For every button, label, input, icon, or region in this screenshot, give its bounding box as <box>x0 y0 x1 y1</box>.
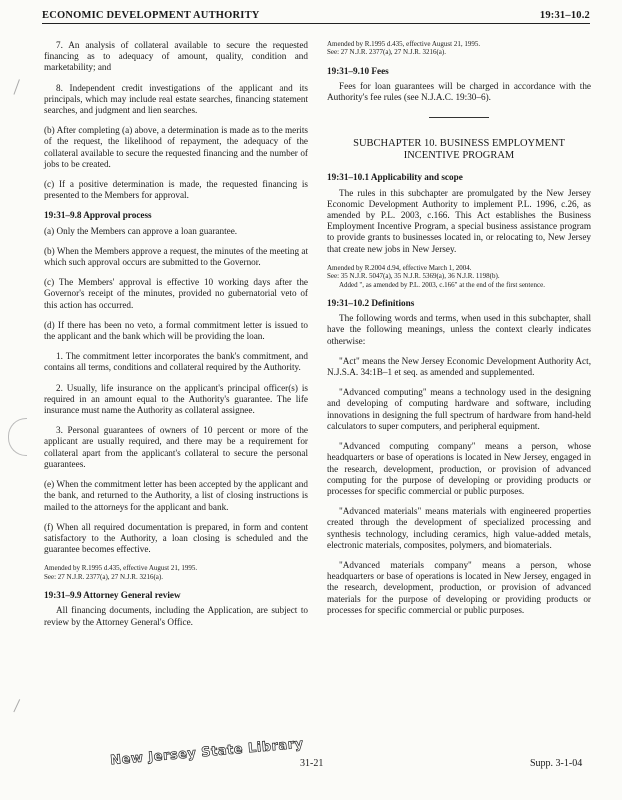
paragraph: (d) If there has been no veto, a formal commitment letter is issued to the applicant and the bank which will be providing the loan. <box>44 319 308 342</box>
paragraph: (c) If a positive determination is made, the requested financing is presented to the Members for approval. <box>44 179 308 201</box>
header-title: ECONOMIC DEVELOPMENT AUTHORITY <box>42 10 260 21</box>
history-note <box>327 264 591 289</box>
divider <box>429 117 489 118</box>
definition: "Advanced materials company" means a person, whose headquarters or base of operations is located in New Jersey, engaged in the research, development, production, or provision of advanced materials for the purpose of developing or providing products or processes for specific commercial or public purposes. <box>327 559 591 615</box>
note-line: Amended by R.1995 d.435, effective August 21, 1995. <box>44 564 198 573</box>
note-line: Amended by R.2004 d.94, effective March 1, 2004. <box>327 263 472 272</box>
definition: "Advanced computing company" means a person, whose headquarters or base of operations is located in New Jersey, engaged in the research, development, production, or provision of advanced computing for the purpose of developing or providing products or processes for specific commercial or public purposes. <box>327 441 591 496</box>
note-line: See: 35 N.J.R. 5047(a), 35 N.J.R. 5369(a), 36 N.J.R. 1198(b). <box>327 272 500 281</box>
list-item: 8. Independent credit investigations of the applicant and its principals, which may include real estate searches, financing statement searches, and judgment and lien searches. <box>44 82 308 116</box>
section-heading: 19:31–10.2 Definitions <box>327 298 415 309</box>
history-note <box>44 564 308 581</box>
section-heading: 19:31–9.8 Approval process <box>44 210 152 221</box>
note-line: See: 27 N.J.R. 2377(a), 27 N.J.R. 3216(a). <box>44 572 163 581</box>
margin-mark <box>13 699 25 715</box>
paragraph: (b) When the Members approve a request, the minutes of the meeting at which such approval occurs are submitted to the Governor. <box>44 245 308 268</box>
supplement-date: Supp. 3-1-04 <box>530 758 583 769</box>
list-item: 3. Personal guarantees of owners of 10 percent or more of the applicant are usually required, and there may be a requirement for collateral apart from the applicant's collateral to secure the personal guarantees. <box>44 425 308 469</box>
subchapter-title <box>327 138 591 162</box>
margin-mark <box>13 79 25 96</box>
page-number: 31-21 <box>300 758 324 769</box>
margin-bracket-mark <box>8 418 27 456</box>
paragraph: Fees for loan guarantees will be charged in accordance with the Authority's fee rules (see N.J.A.C. 19:30–6). <box>327 81 591 103</box>
list-item: 2. Usually, life insurance on the applicant's principal officer(s) is required in an amount equal to the Authority's guarantee. The life insurance must name the Authority as collateral assignee. <box>44 382 308 416</box>
definition: "Act" means the New Jersey Economic Development Authority Act, N.J.S.A. 34:1B–1 et seq. as amended and supplemented. <box>327 355 591 378</box>
definition: "Advanced materials" means materials with engineered properties created through the development of specialized processing and synthesis technology, including ceramics, high value-added metals, electronic materials, composites, polymers, and biomaterials. <box>327 506 591 550</box>
paragraph: All financing documents, including the Application, are subject to review by the Attorney General's Office. <box>44 605 308 627</box>
note-line: See: 27 N.J.R. 2377(a), 27 N.J.R. 3216(a). <box>327 48 446 57</box>
paragraph: The following words and terms, when used in this subchapter, shall have the following meanings, unless the context clearly indicates otherwise: <box>327 313 591 346</box>
paragraph: (b) After completing (a) above, a determination is made as to the merits of the request, the likelihood of repayment, the adequacy of the collateral available to secure the requested financing and the number of jobs to be created. <box>44 125 308 169</box>
note-line: Added ", as amended by P.L. 2003, c.166" at the end of the first sentence. <box>339 280 545 289</box>
paragraph: (c) The Members' approval is effective 10 working days after the Governor's receipt of the minutes, provided no gubernatorial veto of this action has occurred. <box>44 277 308 310</box>
header-section-number: 19:31–10.2 <box>539 10 590 21</box>
subchapter-title-line: INCENTIVE PROGRAM <box>403 150 515 162</box>
right-column <box>327 40 591 625</box>
section-heading: 19:31–9.9 Attorney General review <box>44 590 181 601</box>
paragraph: (e) When the commitment letter has been accepted by the applicant and the bank, and returned to the Authority, a list of closing instructions is mailed to the attorneys for the applicant and bank. <box>44 479 308 512</box>
left-column <box>44 40 308 637</box>
paragraph: (f) When all required documentation is prepared, in form and content satisfactory to the Authority, a loan closing is scheduled and the guarantee becomes effective. <box>44 521 308 555</box>
paragraph: (a) Only the Members can approve a loan guarantee. <box>44 225 238 236</box>
section-heading: 19:31–10.1 Applicability and scope <box>327 172 463 183</box>
note-line: Amended by R.1995 d.435, effective August 21, 1995. <box>327 40 481 48</box>
library-stamp: New Jersey State Library <box>109 736 305 769</box>
paragraph: The rules in this subchapter are promulgated by the New Jersey Economic Development Authority to implement P.L. 1996, c.26, as amended by P.L. 2003, c.166. This Act establishes the Business Employment Incentive Program, a special business assistance program to provide grants to businesses located in, or relocating to, New Jersey that create new jobs in New Jersey. <box>327 187 591 254</box>
list-item: 1. The commitment letter incorporates the bank's commitment, and contains all terms, conditions and collateral required by the Authority. <box>44 351 308 373</box>
history-note <box>327 40 591 57</box>
running-header <box>42 10 590 24</box>
section-heading: 19:31–9.10 Fees <box>327 65 389 76</box>
definition: "Advanced computing" means a technology used in the designing and developing of computing hardware and software, including innovations in designing the full spectrum of hardware from hand-held calculators to super computers, and peripheral equipment. <box>327 387 591 431</box>
subchapter-title-line: SUBCHAPTER 10. BUSINESS EMPLOYMENT <box>353 138 565 150</box>
list-item: 7. An analysis of collateral available to secure the requested financing as to adequacy of amount, quality, condition and marketability; and <box>44 40 308 73</box>
